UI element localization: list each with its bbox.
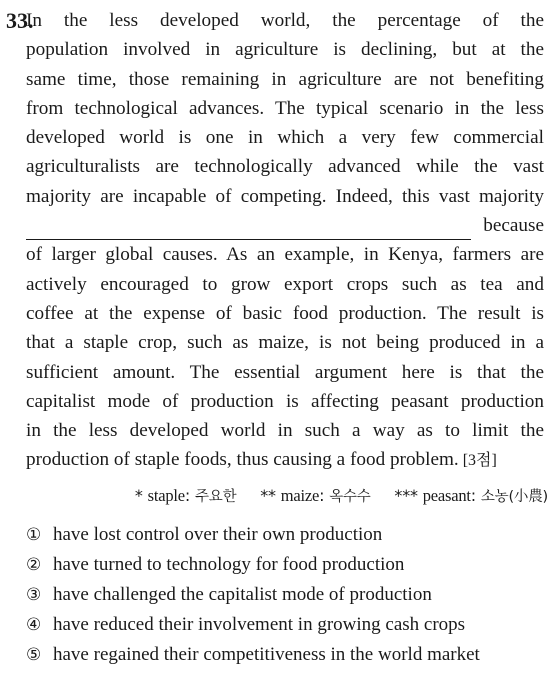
choice-4[interactable]: [26, 610, 546, 640]
choice-3[interactable]: [26, 580, 546, 610]
passage-line: actively encouraged to grow export crops such as tea and: [26, 273, 544, 295]
glossary-peasant: [394, 486, 548, 505]
choice-number: ③: [26, 585, 42, 605]
glossary: [0, 484, 548, 509]
passage-line: developed world is one in which a very few commercial: [26, 127, 544, 149]
passage-line: coffee at the expense of basic food production. The result is: [26, 302, 544, 324]
choice-number: ②: [26, 555, 42, 575]
glossary-term: peasant: [422, 486, 471, 505]
choice-text: have lost control over their own production: [53, 524, 383, 545]
glossary-meaning: 소농(小農): [480, 489, 548, 505]
passage-line: population involved in agriculture is declining, but at the: [26, 39, 544, 61]
passage: [26, 6, 544, 476]
choice-text: have turned to technology for food production: [53, 554, 405, 575]
glossary-term: maize: [280, 486, 320, 505]
passage-line: of larger global causes. As an example, in Kenya, farmers are: [26, 244, 544, 266]
choice-number: ⑤: [26, 645, 42, 665]
passage-line: In the less developed world, the percentage of the: [26, 10, 544, 31]
blank-line: [26, 211, 544, 240]
glossary-maize: [260, 486, 375, 505]
glossary-colon: :: [319, 486, 325, 505]
choice-text: have regained their competitiveness in the world market: [53, 644, 480, 665]
glossary-staple: [135, 486, 241, 505]
answer-choices: [26, 520, 546, 670]
passage-line: capitalist mode of production is affecting peasant production: [26, 390, 544, 412]
points-badge: [3점]: [462, 452, 497, 470]
passage-line: agriculturalists are technologically advanced while the vast: [26, 156, 544, 178]
passage-line: in the less developed world in such a way as to limit the: [26, 420, 544, 442]
choice-2[interactable]: [26, 550, 546, 580]
passage-line: same time, those remaining in agriculture are not benefiting: [26, 68, 544, 90]
glossary-mark: **: [260, 486, 276, 505]
passage-line: sufficient amount. The essential argument here is that the: [26, 361, 544, 383]
choice-text: have reduced their involvement in growing cash crops: [53, 614, 466, 635]
glossary-mark: *: [134, 486, 143, 505]
choice-text: have challenged the capitalist mode of production: [53, 584, 432, 605]
passage-last-line: [26, 445, 544, 475]
passage-line: from technological advances. The typical scenario in the less: [26, 97, 544, 119]
choice-number: ④: [26, 615, 42, 635]
glossary-colon: :: [470, 486, 476, 505]
glossary-colon: :: [184, 486, 191, 505]
after-blank-text: because: [483, 215, 544, 237]
glossary-term: staple: [147, 486, 185, 505]
glossary-meaning: 옥수수: [329, 489, 371, 505]
choice-number: ①: [26, 525, 42, 545]
passage-last-text: production of staple foods, thus causing a food problem.: [26, 449, 459, 471]
glossary-mark: ***: [394, 486, 418, 505]
choice-5[interactable]: [26, 640, 546, 670]
answer-blank: [26, 219, 471, 240]
question-number: 33.: [6, 8, 34, 33]
choice-1[interactable]: [26, 520, 546, 550]
glossary-meaning: 주요한: [195, 489, 237, 505]
passage-line: that a staple crop, such as maize, is not being produced in a: [26, 332, 544, 354]
passage-line: majority are incapable of competing. Indeed, this vast majority: [26, 185, 544, 207]
